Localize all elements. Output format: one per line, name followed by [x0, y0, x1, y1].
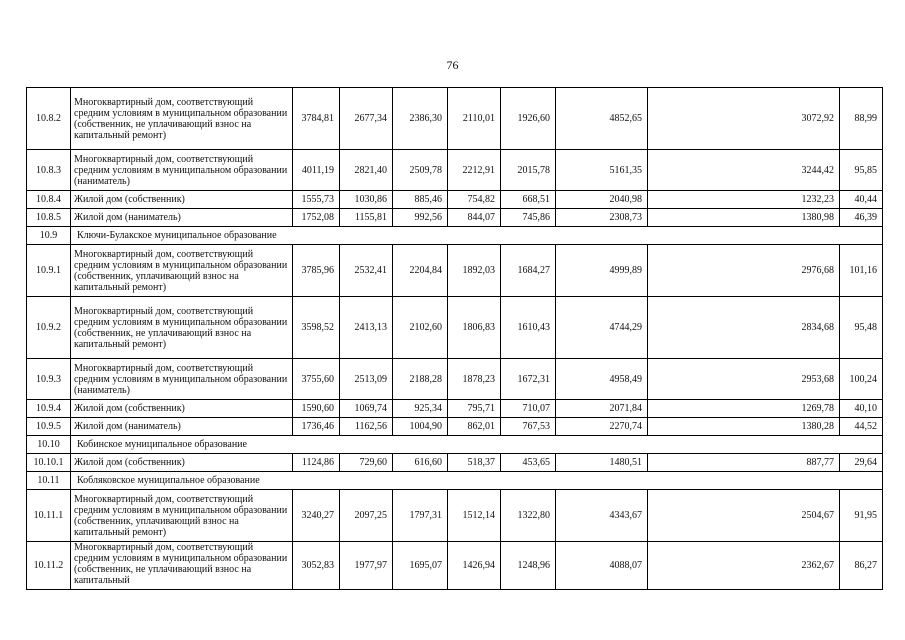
- value-cell: 1248,96: [501, 542, 556, 590]
- row-description: Многоквартирный дом, соответствующий средним условиям в муниципальном образовании (собственник, не уплачивающий взнос на капитальный ремонт): [71, 88, 293, 150]
- value-cell: 2270,74: [556, 418, 648, 436]
- value-cell: 4744,29: [556, 297, 648, 359]
- value-cell: 1610,43: [501, 297, 556, 359]
- table-row: [27, 150, 883, 191]
- value-cell: 2513,09: [340, 359, 393, 400]
- row-code: 10.11.2: [27, 542, 71, 590]
- value-cell: 1380,98: [648, 209, 840, 227]
- row-code: 10.8.2: [27, 88, 71, 150]
- value-cell: 2015,78: [501, 150, 556, 191]
- value-cell: 101,16: [840, 245, 883, 297]
- value-cell: 2834,68: [648, 297, 840, 359]
- value-cell: 2110,01: [448, 88, 501, 150]
- row-code: 10.11.1: [27, 490, 71, 542]
- row-description: Многоквартирный дом, соответствующий средним условиям в муниципальном образовании (наниматель): [71, 359, 293, 400]
- table-row: [27, 209, 883, 227]
- section-code: 10.10: [27, 436, 71, 454]
- value-cell: 668,51: [501, 191, 556, 209]
- value-cell: 3755,60: [293, 359, 340, 400]
- value-cell: 4088,07: [556, 542, 648, 590]
- value-cell: 3598,52: [293, 297, 340, 359]
- value-cell: 1797,31: [393, 490, 448, 542]
- row-description: Многоквартирный дом, соответствующий средним условиям в муниципальном образовании (собственник, уплачивающий взнос на капитальный ремонт): [71, 245, 293, 297]
- value-cell: 518,37: [448, 454, 501, 472]
- value-cell: 3052,83: [293, 542, 340, 590]
- value-cell: 2509,78: [393, 150, 448, 191]
- value-cell: 2821,40: [340, 150, 393, 191]
- value-cell: 4958,49: [556, 359, 648, 400]
- value-cell: 1878,23: [448, 359, 501, 400]
- value-cell: 2953,68: [648, 359, 840, 400]
- table-row: [27, 490, 883, 542]
- value-cell: 795,71: [448, 400, 501, 418]
- value-cell: 1155,81: [340, 209, 393, 227]
- row-description: Жилой дом (собственник): [71, 191, 293, 209]
- value-cell: 2386,30: [393, 88, 448, 150]
- value-cell: 1322,80: [501, 490, 556, 542]
- row-description: Многоквартирный дом, соответствующий средним условиям в муниципальном образовании (собственник, не уплачивающий взнос на капитальный ремонт): [71, 297, 293, 359]
- value-cell: 887,77: [648, 454, 840, 472]
- value-cell: 3244,42: [648, 150, 840, 191]
- value-cell: 4011,19: [293, 150, 340, 191]
- section-title: Кобляковское муниципальное образование: [71, 472, 883, 490]
- value-cell: 4852,65: [556, 88, 648, 150]
- value-cell: 1030,86: [340, 191, 393, 209]
- value-cell: 992,56: [393, 209, 448, 227]
- table-row: [27, 400, 883, 418]
- value-cell: 2040,98: [556, 191, 648, 209]
- table-row: [27, 359, 883, 400]
- table-row: [27, 454, 883, 472]
- value-cell: 1555,73: [293, 191, 340, 209]
- row-description: Многоквартирный дом, соответствующий средним условиям в муниципальном образовании (наниматель): [71, 150, 293, 191]
- value-cell: 1269,78: [648, 400, 840, 418]
- value-cell: 4343,67: [556, 490, 648, 542]
- value-cell: 1512,14: [448, 490, 501, 542]
- value-cell: 29,64: [840, 454, 883, 472]
- row-code: 10.8.5: [27, 209, 71, 227]
- row-code: 10.9.5: [27, 418, 71, 436]
- value-cell: 1672,31: [501, 359, 556, 400]
- value-cell: 4999,89: [556, 245, 648, 297]
- table-row: [27, 418, 883, 436]
- row-description: Многоквартирный дом, соответствующий средним условиям в муниципальном образовании (собственник, уплачивающий взнос на капитальный ремонт): [71, 490, 293, 542]
- row-description: Жилой дом (собственник): [71, 400, 293, 418]
- value-cell: 3784,81: [293, 88, 340, 150]
- section-code: 10.9: [27, 227, 71, 245]
- row-code: 10.9.3: [27, 359, 71, 400]
- value-cell: 2504,67: [648, 490, 840, 542]
- section-row: [27, 472, 883, 490]
- value-cell: 1752,08: [293, 209, 340, 227]
- value-cell: 844,07: [448, 209, 501, 227]
- value-cell: 1380,28: [648, 418, 840, 436]
- value-cell: 2188,28: [393, 359, 448, 400]
- table-row: [27, 245, 883, 297]
- value-cell: 729,60: [340, 454, 393, 472]
- value-cell: 46,39: [840, 209, 883, 227]
- row-description: Многоквартирный дом, соответствующий средним условиям в муниципальном образовании (собственник, не уплачивающий взнос на капитальный: [71, 542, 293, 590]
- row-code: 10.8.4: [27, 191, 71, 209]
- value-cell: 1926,60: [501, 88, 556, 150]
- value-cell: 862,01: [448, 418, 501, 436]
- value-cell: 1736,46: [293, 418, 340, 436]
- value-cell: 1069,74: [340, 400, 393, 418]
- value-cell: 1590,60: [293, 400, 340, 418]
- value-cell: 3240,27: [293, 490, 340, 542]
- value-cell: 100,24: [840, 359, 883, 400]
- value-cell: 2308,73: [556, 209, 648, 227]
- value-cell: 2212,91: [448, 150, 501, 191]
- value-cell: 86,27: [840, 542, 883, 590]
- value-cell: 616,60: [393, 454, 448, 472]
- value-cell: 745,86: [501, 209, 556, 227]
- value-cell: 44,52: [840, 418, 883, 436]
- row-code: 10.9.4: [27, 400, 71, 418]
- value-cell: 2071,84: [556, 400, 648, 418]
- page-number: 76: [446, 58, 459, 72]
- value-cell: 5161,35: [556, 150, 648, 191]
- row-code: 10.8.3: [27, 150, 71, 191]
- value-cell: 40,44: [840, 191, 883, 209]
- value-cell: 710,07: [501, 400, 556, 418]
- section-title: Кобинское муниципальное образование: [71, 436, 883, 454]
- value-cell: 885,46: [393, 191, 448, 209]
- value-cell: 2976,68: [648, 245, 840, 297]
- value-cell: 1684,27: [501, 245, 556, 297]
- value-cell: 1977,97: [340, 542, 393, 590]
- value-cell: 1162,56: [340, 418, 393, 436]
- value-cell: 2362,67: [648, 542, 840, 590]
- value-cell: 1695,07: [393, 542, 448, 590]
- row-description: Жилой дом (собственник): [71, 454, 293, 472]
- value-cell: 40,10: [840, 400, 883, 418]
- table-row: [27, 542, 883, 590]
- table-row: [27, 88, 883, 150]
- value-cell: 1124,86: [293, 454, 340, 472]
- table-body: [27, 88, 883, 590]
- value-cell: 2204,84: [393, 245, 448, 297]
- value-cell: 2532,41: [340, 245, 393, 297]
- row-code: 10.9.1: [27, 245, 71, 297]
- value-cell: 2413,13: [340, 297, 393, 359]
- value-cell: 95,48: [840, 297, 883, 359]
- value-cell: 1806,83: [448, 297, 501, 359]
- value-cell: 3785,96: [293, 245, 340, 297]
- table-row: [27, 297, 883, 359]
- tariff-table: [26, 87, 883, 590]
- value-cell: 3072,92: [648, 88, 840, 150]
- value-cell: 95,85: [840, 150, 883, 191]
- value-cell: 1892,03: [448, 245, 501, 297]
- value-cell: 1004,90: [393, 418, 448, 436]
- table-row: [27, 191, 883, 209]
- section-code: 10.11: [27, 472, 71, 490]
- section-row: [27, 227, 883, 245]
- section-title: Ключи-Булакское муниципальное образование: [71, 227, 883, 245]
- value-cell: 2097,25: [340, 490, 393, 542]
- row-code: 10.10.1: [27, 454, 71, 472]
- value-cell: 2677,34: [340, 88, 393, 150]
- value-cell: 88,99: [840, 88, 883, 150]
- section-row: [27, 436, 883, 454]
- value-cell: 2102,60: [393, 297, 448, 359]
- value-cell: 767,53: [501, 418, 556, 436]
- value-cell: 925,34: [393, 400, 448, 418]
- row-description: Жилой дом (наниматель): [71, 209, 293, 227]
- value-cell: 453,65: [501, 454, 556, 472]
- value-cell: 1480,51: [556, 454, 648, 472]
- value-cell: 1426,94: [448, 542, 501, 590]
- row-code: 10.9.2: [27, 297, 71, 359]
- value-cell: 1232,23: [648, 191, 840, 209]
- value-cell: 91,95: [840, 490, 883, 542]
- row-description: Жилой дом (наниматель): [71, 418, 293, 436]
- value-cell: 754,82: [448, 191, 501, 209]
